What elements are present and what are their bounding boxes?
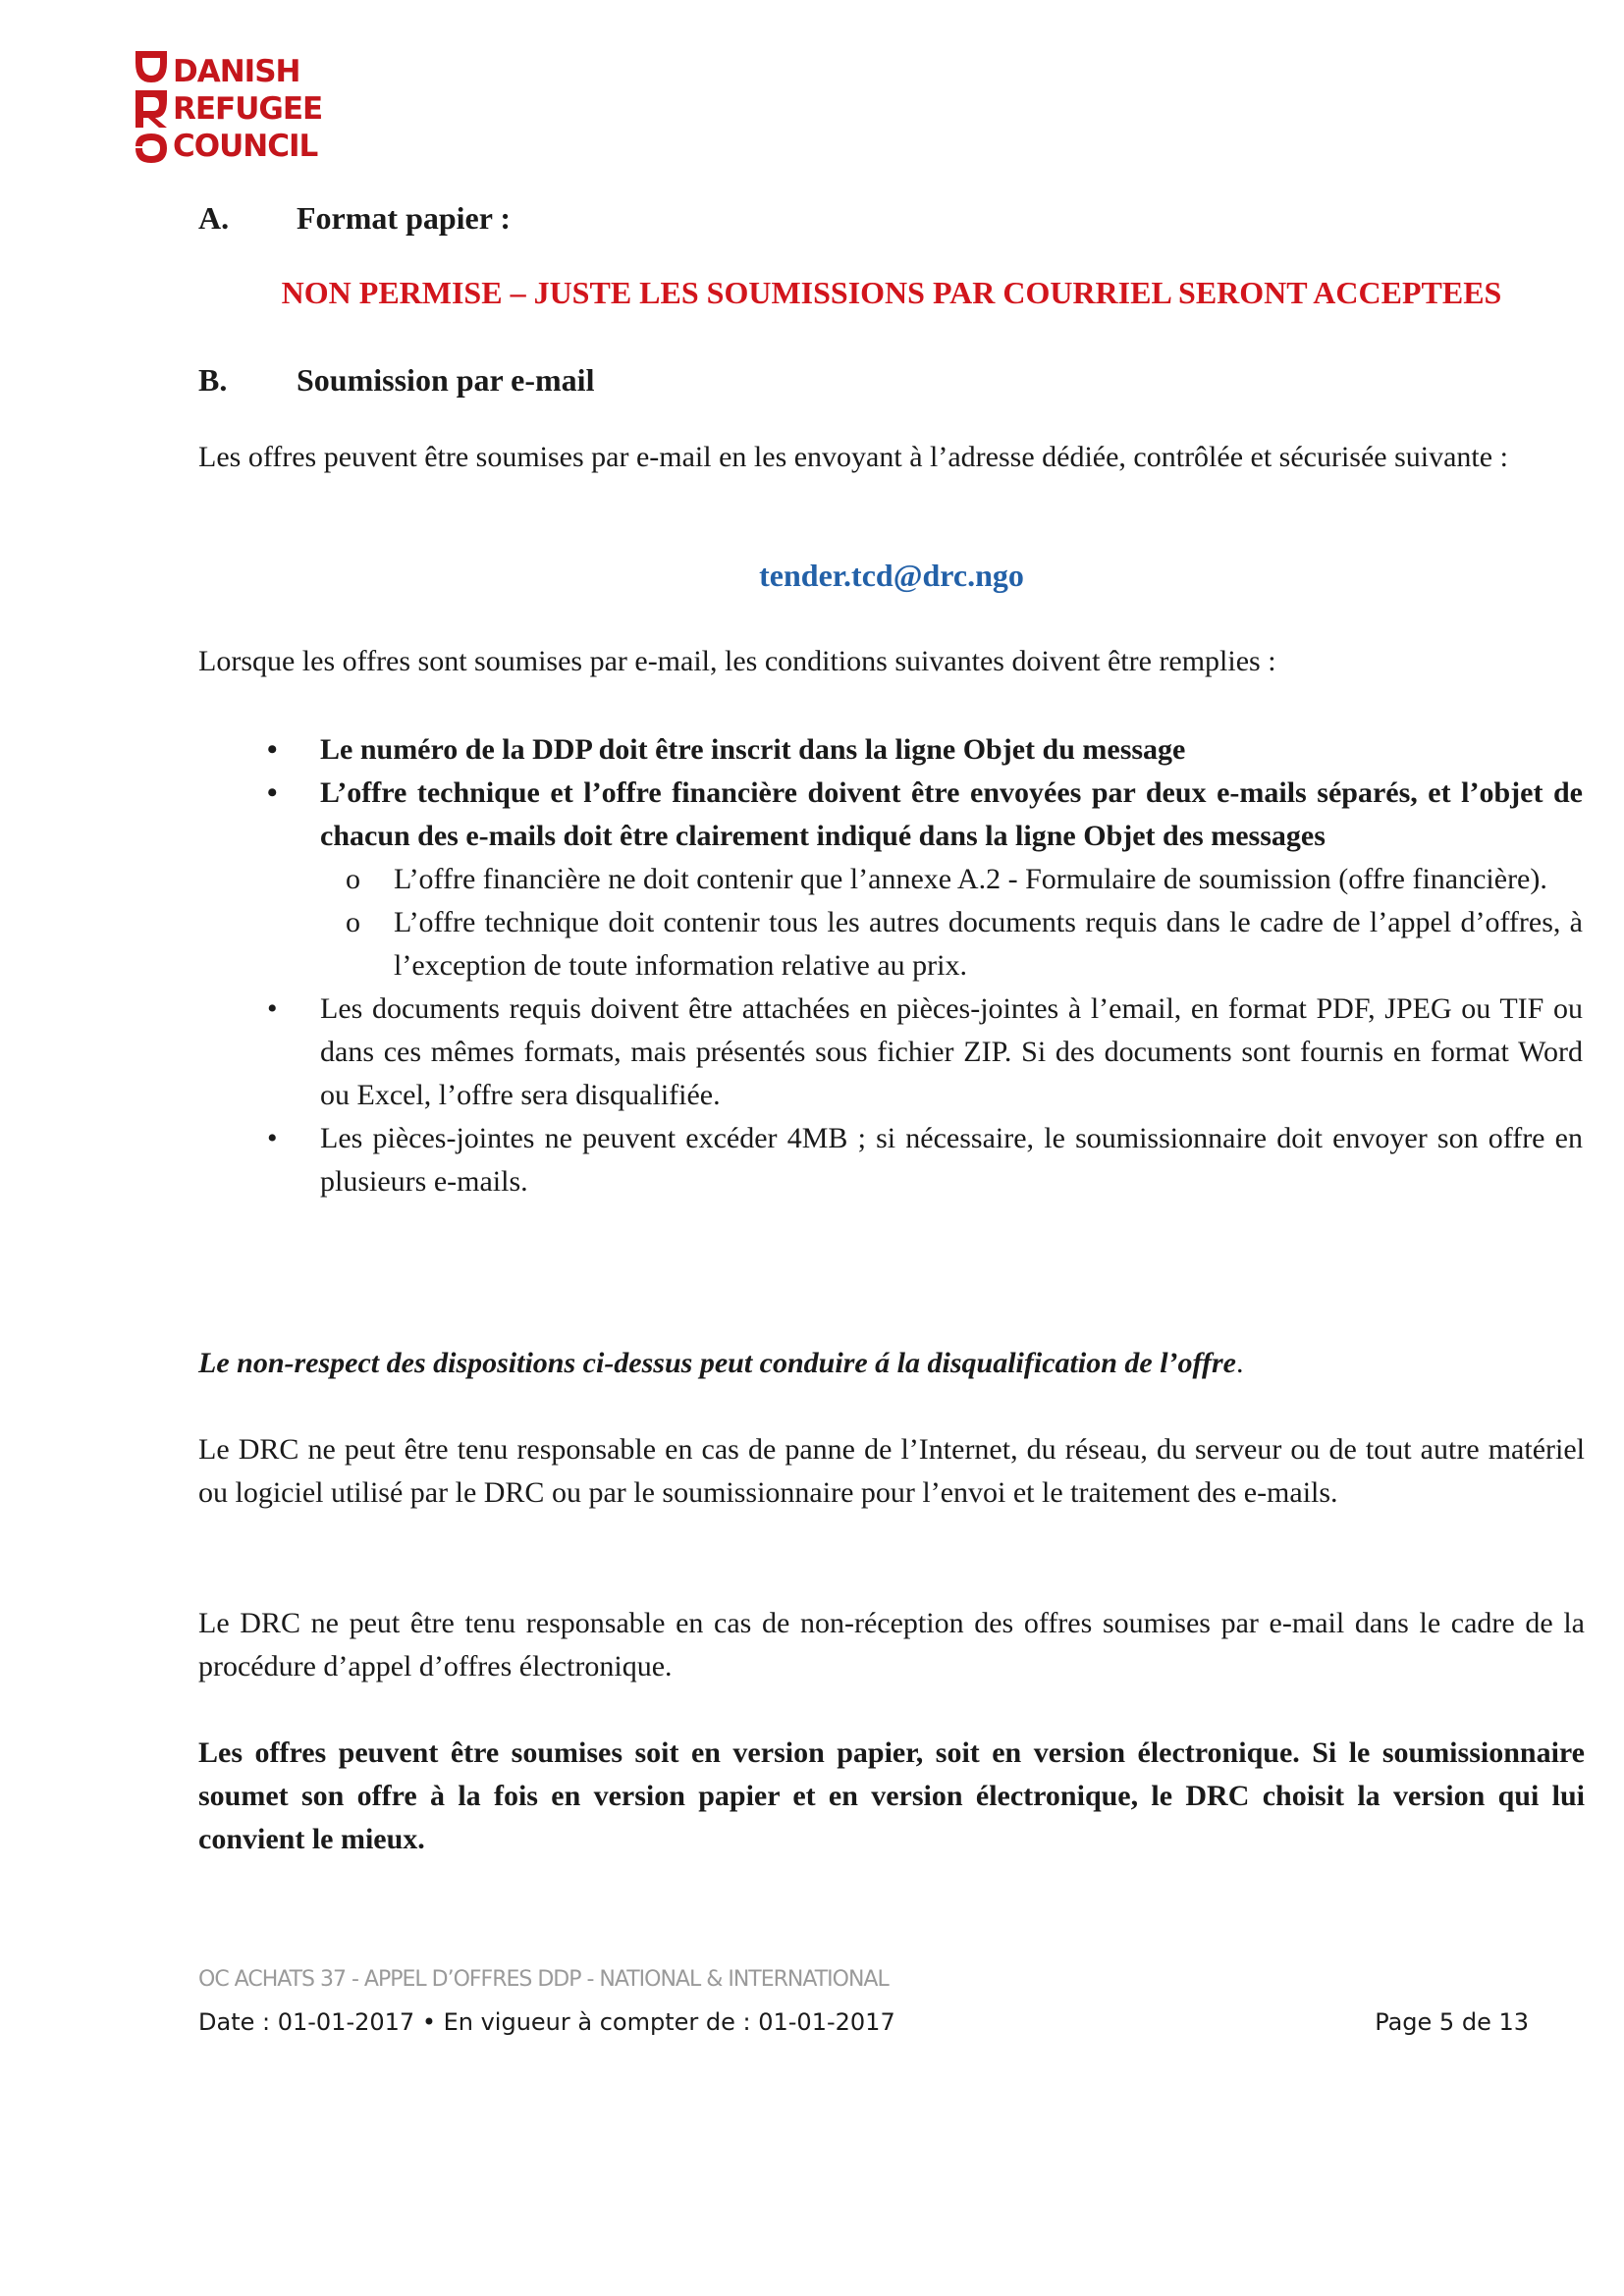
list-item xyxy=(196,772,1583,988)
sub-list-item xyxy=(320,901,1583,988)
conditions-intro: Lorsque les offres sont soumises par e-mail, les conditions suivantes doivent être remplies : xyxy=(198,645,1276,677)
section-a-letter: A. xyxy=(198,200,230,236)
warning-period: . xyxy=(1235,1347,1244,1379)
paper-not-permitted-notice: NON PERMISE – JUSTE LES SOUMISSIONS PAR COURRIEL SERONT ACCEPTEES xyxy=(281,275,1502,310)
drc-logo xyxy=(132,49,338,167)
footer-dates: Date : 01-01-2017 • En vigueur à compter de : 01-01-2017 xyxy=(198,2008,895,2036)
section-a-title: Format papier : xyxy=(297,200,512,236)
disqualification-warning xyxy=(198,1342,1585,1385)
bullet-text: Le numéro de la DDP doit être inscrit dans la ligne Objet du message xyxy=(320,733,1186,766)
logo-line-danish: DANISH xyxy=(173,54,300,89)
drc-logo-wordmark xyxy=(173,53,322,165)
warning-text: Le non-respect des dispositions ci-dessus peut conduire á la disqualification de l’offre xyxy=(198,1347,1236,1379)
section-b-title: Soumission par e-mail xyxy=(297,362,595,398)
email-intro-paragraph: Les offres peuvent être soumises par e-mail en les envoyant à l’adresse dédiée, contrôlée et sécurisée suivante : xyxy=(198,441,1508,473)
tender-email-address[interactable]: tender.tcd@drc.ngo xyxy=(759,558,1024,593)
submission-version-paragraph: Les offres peuvent être soumises soit en version papier, soit en version électronique. Si le soumissionnaire soumet son offre à la fois en version papier et en version électronique, le DRC choisit la version qui lui convient le mieux. xyxy=(198,1736,1585,1855)
sub-bullet-text: L’offre technique doit contenir tous les autres documents requis dans le cadre de l’appel d’offres, à l’exception de toute information relative au prix. xyxy=(394,906,1583,982)
bullet-text: Les documents requis doivent être attachées en pièces-jointes à l’email, en format PDF, JPEG ou TIF ou dans ces mêmes formats, mais présentés sous fichier ZIP. Si des documents sont fournis en format Word ou Excel, l’offre sera disqualifiée. xyxy=(320,992,1583,1111)
sub-bullet-text: L’offre financière ne doit contenir que l’annexe A.2 - Formulaire de soumission (offre financière). xyxy=(394,863,1547,895)
section-b-heading xyxy=(198,358,1585,401)
logo-line-council: COUNCIL xyxy=(173,129,318,164)
sub-conditions-list xyxy=(320,858,1583,988)
list-item xyxy=(196,1117,1583,1203)
conditions-list xyxy=(196,728,1583,1203)
drc-logo-mark xyxy=(132,49,171,165)
page-number: Page 5 de 13 xyxy=(1375,2008,1529,2036)
non-receipt-liability-paragraph: Le DRC ne peut être tenu responsable en cas de non-réception des offres soumises par e-mail dans le cadre de la procédure d’appel d’offres électronique. xyxy=(198,1607,1585,1682)
footer-date-line xyxy=(198,2008,1529,2036)
network-liability-paragraph: Le DRC ne peut être tenu responsable en cas de panne de l’Internet, du réseau, du serveur ou de tout autre matériel ou logiciel utilisé par le DRC ou par le soumissionnaire pour l’envoi et le traitement des e-mails. xyxy=(198,1433,1585,1509)
bullet-text: Les pièces-jointes ne peuvent excéder 4MB ; si nécessaire, le soumissionnaire doit envoyer son offre en plusieurs e-mails. xyxy=(320,1122,1583,1198)
section-b-letter: B. xyxy=(198,362,228,398)
footer-doc-reference: OC ACHATS 37 - APPEL D’OFFRES DDP - NATIONAL & INTERNATIONAL xyxy=(198,1967,889,1992)
section-a-heading xyxy=(198,196,1585,240)
list-item xyxy=(196,988,1583,1117)
logo-line-refugee: REFUGEE xyxy=(173,91,323,127)
bullet-text: L’offre technique et l’offre financière doivent être envoyées par deux e-mails séparés, et l’objet de chacun des e-mails doit être clairement indiqué dans la ligne Objet des messages xyxy=(320,776,1583,852)
sub-list-item xyxy=(320,858,1583,901)
list-item xyxy=(196,728,1583,772)
